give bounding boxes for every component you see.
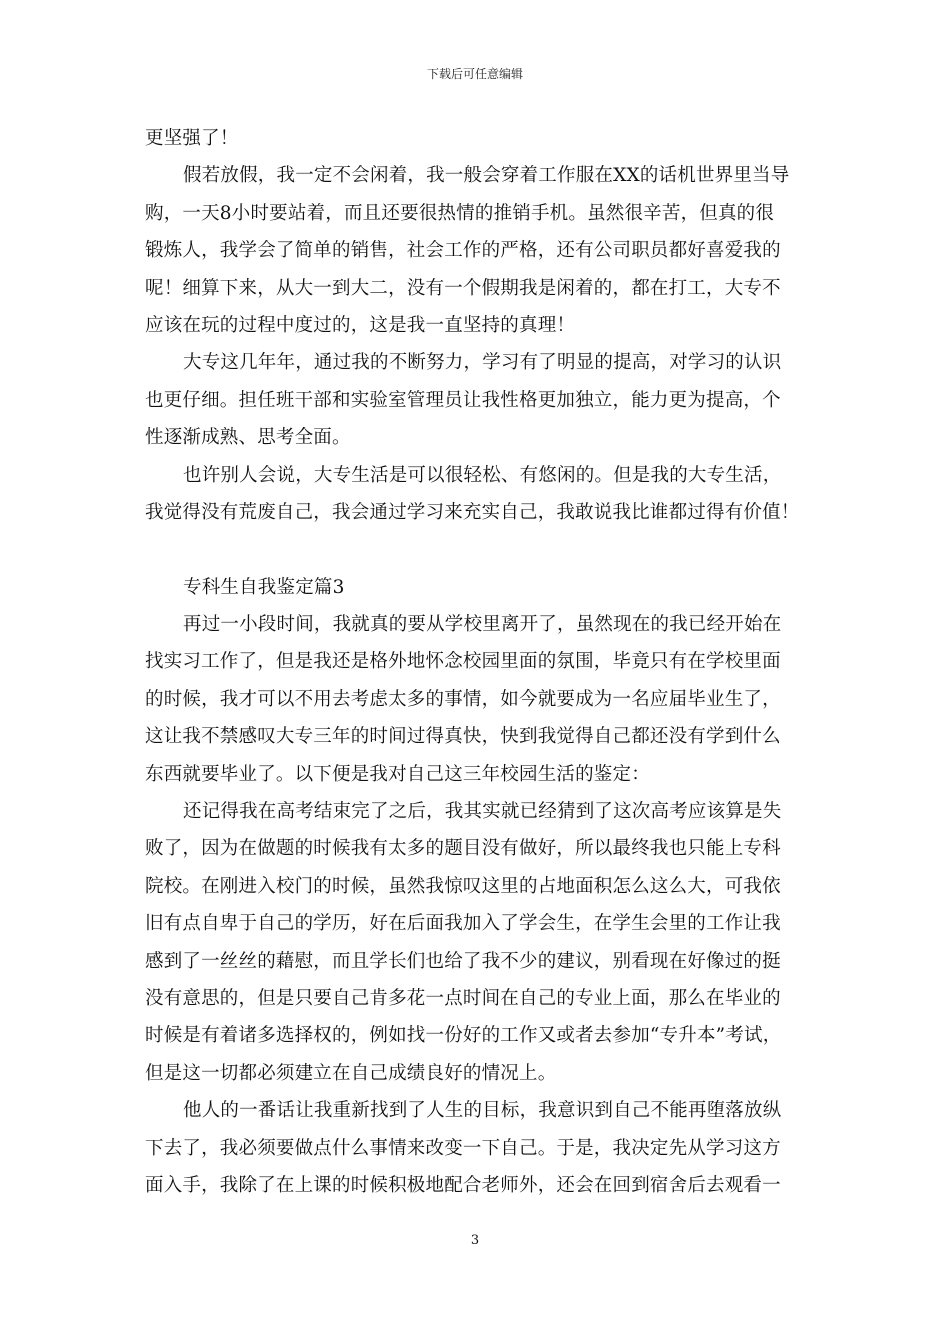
text-line: 找实习工作了，但是我还是格外地怀念校园里面的氛围，毕竟只有在学校里面 bbox=[145, 651, 781, 673]
text-line: 也更仔细。担任班干部和实验室管理员让我性格更加独立，能力更为提高，个 bbox=[145, 389, 781, 411]
text-line: 的时候，我才可以不用去考虑太多的事情，如今就要成为一名应届毕业生了， bbox=[145, 688, 781, 710]
text-line: 旧有点自卑于自己的学历，好在后面我加入了学会生，在学生会里的工作让我 bbox=[145, 913, 781, 935]
paragraph-start-line: 他人的一番话让我重新找到了人生的目标，我意识到自己不能再堕落放纵 bbox=[183, 1100, 782, 1122]
paragraph-start-line: 还记得我在高考结束完了之后，我其实就已经猜到了这次高考应该算是失 bbox=[183, 801, 782, 823]
paragraph-start-line: 大专这几年年，通过我的不断努力，学习有了明显的提高，对学习的认识 bbox=[183, 352, 782, 374]
text-line: 感到了一丝丝的藉慰，而且学长们也给了我不少的建议，别看现在好像过的挺 bbox=[145, 950, 781, 972]
text-line: 东西就要毕业了。以下便是我对自己这三年校园生活的鉴定： bbox=[145, 763, 650, 785]
section-heading: 专科生自我鉴定篇3 bbox=[183, 576, 345, 598]
text-line: 我觉得没有荒废自己，我会通过学习来充实自己，我敢说我比谁都过得有价值！ bbox=[145, 501, 800, 523]
text-line: 购，一天8小时要站着，而且还要很热情的推销手机。虽然很辛苦，但真的很 bbox=[145, 202, 775, 224]
text-line: 面入手，我除了在上课的时候积极地配合老师外，还会在回到宿舍后去观看一 bbox=[145, 1174, 781, 1196]
text-line: 应该在玩的过程中度过的，这是我一直坚持的真理！ bbox=[145, 314, 576, 336]
page-header: 下载后可任意编辑 bbox=[426, 67, 523, 81]
text-line: 下去了，我必须要做点什么事情来改变一下自己。于是，我决定先从学习这方 bbox=[145, 1137, 781, 1159]
text-line: 呢！细算下来，从大一到大二，没有一个假期我是闲着的，都在打工，大专不 bbox=[145, 277, 781, 299]
text-line: 性逐渐成熟、思考全面。 bbox=[145, 427, 351, 449]
text-line: 没有意思的，但是只要自己肯多花一点时间在自己的专业上面，那么在毕业的 bbox=[145, 987, 781, 1009]
text-line: 院校。在刚进入校门的时候，虽然我惊叹这里的占地面积怎么这么大，可我依 bbox=[145, 875, 781, 897]
text-line: 但是这一切都必须建立在自己成绩良好的情况上。 bbox=[145, 1062, 557, 1084]
document-body bbox=[145, 120, 810, 1204]
text-line: 这让我不禁感叹大专三年的时间过得真快，快到我觉得自己都还没有学到什么 bbox=[145, 726, 781, 748]
text-line: 败了，因为在做题的时候我有太多的题目没有做好，所以最终我也只能上专科 bbox=[145, 838, 781, 860]
paragraph-start-line: 也许别人会说，大专生活是可以很轻松、有悠闲的。但是我的大专生活， bbox=[183, 464, 782, 486]
paragraph-start-line: 再过一小段时间，我就真的要从学校里离开了，虽然现在的我已经开始在 bbox=[183, 614, 782, 636]
section-spacer bbox=[145, 531, 810, 568]
text-line: 时候是有着诸多选择权的，例如找一份好的工作又或者去参加“专升本”考试， bbox=[145, 1025, 782, 1047]
text-line: 更坚强了！ bbox=[145, 128, 239, 149]
page-number: 3 bbox=[470, 1233, 480, 1248]
text-line: 锻炼人，我学会了简单的销售，社会工作的严格，还有公司职员都好喜爱我的 bbox=[145, 240, 781, 262]
paragraph-start-line: 假若放假，我一定不会闲着，我一般会穿着工作服在XX的话机世界里当导 bbox=[183, 165, 790, 187]
